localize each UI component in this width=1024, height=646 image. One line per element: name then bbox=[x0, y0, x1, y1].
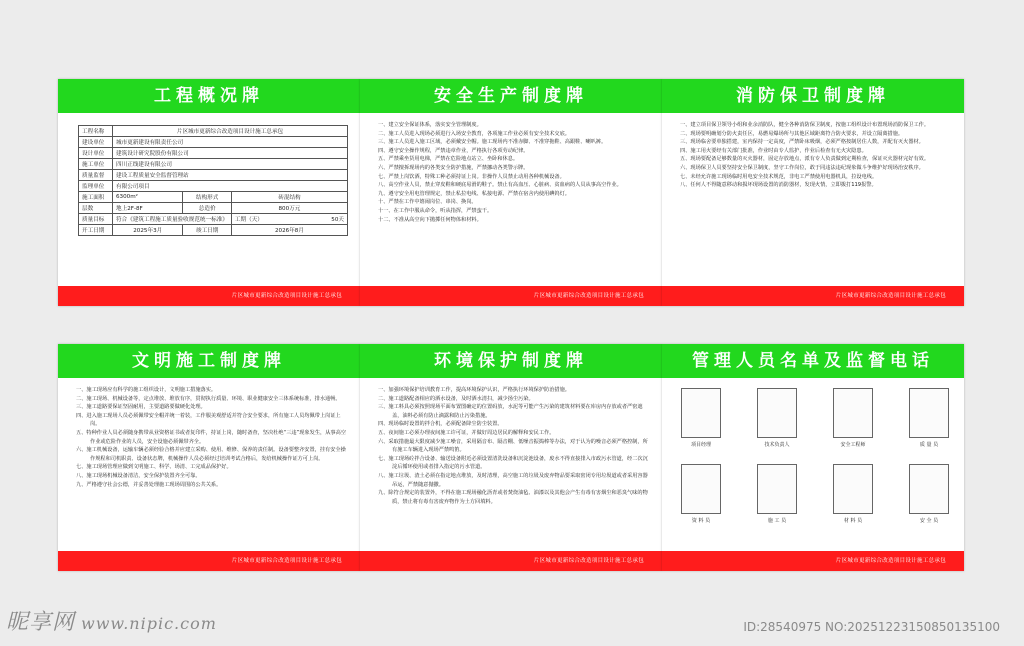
board-civil-construction bbox=[58, 344, 360, 571]
board-title: 文明施工制度牌 bbox=[58, 344, 360, 378]
rule-item: 六、现场保卫人员要坚持安全保卫制度，坚守工作岗位，敢于同违法违纪现象做斗争维护好现场治安秩序。 bbox=[680, 164, 924, 171]
rule-item: 六、采取措施最大限度减少施工噪音，采用隔音布、隔音棚、低噪音振捣棒等办法，对于认为的噪音必须严格控制，所有施工车辆进入现场严禁鸣笛。 bbox=[378, 438, 648, 454]
rule-item: 五、夜间施工必须办理夜间施工许可证，并做好周边居民的解释和安民工作。 bbox=[378, 429, 555, 436]
image-id-line: ID:28540975 NO:20251223150850135100 bbox=[743, 620, 1000, 634]
table-value: 建筑设计研究院股份有限公司 bbox=[113, 148, 348, 159]
table-row bbox=[79, 192, 348, 203]
table-label: 设计单位 bbox=[79, 148, 113, 159]
board-footer: 片区城市更新综合改造项目设计施工总承包 bbox=[662, 286, 964, 306]
staff-card bbox=[908, 464, 950, 524]
photo-placeholder bbox=[757, 464, 797, 514]
photo-placeholder bbox=[757, 388, 797, 438]
rule-item: 六、严禁擅拆现场内的各类安全防护措施，严禁挪动各类警示牌。 bbox=[378, 164, 529, 171]
table-row bbox=[79, 203, 348, 214]
board-environment-protection bbox=[360, 344, 662, 571]
table-label: 施工面积 bbox=[79, 192, 113, 203]
staff-role: 项目经理 bbox=[690, 442, 711, 448]
photo-placeholder bbox=[833, 464, 873, 514]
table-label: 工期（天） bbox=[234, 217, 263, 223]
photo-placeholder bbox=[833, 388, 873, 438]
table-row bbox=[79, 148, 348, 159]
board-footer: 片区城市更新综合改造项目设计施工总承包 bbox=[360, 551, 662, 571]
table-row bbox=[79, 137, 348, 148]
table-value: 地上2F-8F bbox=[113, 203, 183, 214]
table-value: 有限公司项目 bbox=[113, 181, 348, 192]
photo-placeholder bbox=[681, 464, 721, 514]
rule-item: 六、施工机械设备，运输车辆必须经验合格并应建立采购、使用、维修、保养的责任制。设备要整齐安置，挂有安全操作规程和司机职责、设备状态牌，机械操作人员必须经过培训考试合格后，发给机械操作证方可上岗。 bbox=[76, 447, 346, 462]
table-label: 结构形式 bbox=[183, 192, 231, 203]
table-value: 6300m² bbox=[113, 192, 183, 203]
rule-item: 四、进入施工现场人员必须佩带安全帽并统一着装，工作服美观舒适并符合安全要求，所有施工人员均佩带上岗证上岗。 bbox=[76, 412, 341, 428]
board-footer: 片区城市更新综合改造项目设计施工总承包 bbox=[58, 286, 360, 306]
rule-item: 三、现场临舍要单独搭建，室内保持一定高度，严禁卧床吸烟，必须严格按制居住人数，并配有灭火器材。 bbox=[680, 139, 924, 146]
board-title: 消防保卫制度牌 bbox=[662, 79, 964, 113]
board-body bbox=[360, 113, 662, 286]
rule-item: 四、现场临时设置的拌合机，必须配备降尘防尘装置。 bbox=[378, 421, 503, 428]
board-fire-security bbox=[662, 79, 964, 306]
rules-list bbox=[680, 121, 952, 190]
staff-role: 安全工程师 bbox=[840, 442, 866, 448]
board-footer: 片区城市更新综合改造项目设计施工总承包 bbox=[58, 551, 360, 571]
board-body bbox=[360, 378, 662, 551]
table-value: 城市更新建设有限责任公司 bbox=[113, 137, 348, 148]
rules-list bbox=[76, 386, 348, 489]
table-label: 工程名称 bbox=[79, 126, 113, 137]
rules-list bbox=[378, 121, 650, 224]
photo-placeholder bbox=[909, 388, 949, 438]
site-watermark bbox=[6, 605, 217, 636]
table-row bbox=[79, 225, 348, 236]
rule-item: 三、施工人员进入施工区域，必须戴安全帽。施工现场内不准赤脚、不准穿拖鞋、高跟鞋、喇叭裤。 bbox=[378, 139, 607, 146]
rule-item: 九、除符合规定的装置外，不得在施工现场融化沥青或者焚烧油毡、油漆以及其他会产生有毒有害烟尘和恶臭气味的物质，禁止将有毒有害废弃物作为土方回填料。 bbox=[378, 490, 648, 505]
rule-item: 五、严禁乘坐货用电梯，严禁在危险地点站立、坐卧和休息。 bbox=[378, 156, 519, 163]
staff-role: 安 全 员 bbox=[919, 518, 939, 524]
rule-item: 四、施工用火要经有关部门批准，作业时由专人监护，作业后检查有无火灾隐患。 bbox=[680, 147, 867, 154]
staff-card bbox=[680, 464, 722, 524]
rule-item: 七、未经允许施工现场临时用电安全技术规范，非电工严禁使用电器机具，拉设电线。 bbox=[680, 173, 878, 180]
staff-role: 质 量 员 bbox=[919, 442, 939, 448]
staff-card bbox=[832, 388, 874, 448]
rule-item: 七、施工现场管理应做到文明施工、科学、场清、工完成品保护好。 bbox=[76, 464, 232, 471]
staff-row-2 bbox=[662, 462, 964, 524]
rule-item: 十、严禁在工作中嬉闹岗位、串岗、换岗。 bbox=[378, 199, 477, 206]
staff-role: 施 工 员 bbox=[767, 518, 787, 524]
rule-item: 八、施工现场机械设备清洁，安全保护装置齐全可靠。 bbox=[76, 472, 201, 479]
rule-item: 二、施工人员进入现场必须进行入场安全教育，各项施工作业必须有安全技术交底。 bbox=[378, 130, 570, 137]
board-title: 安全生产制度牌 bbox=[360, 79, 662, 113]
table-value: 建设工程质量安全监督管理站 bbox=[113, 170, 348, 181]
board-body bbox=[662, 378, 964, 551]
rule-item: 五、现场要配备足够数量的灭火器材，固定存放地点，派有专人负责做到定期检查，保证灭火器材完好有效。 bbox=[680, 156, 930, 163]
table-split-cell bbox=[231, 214, 347, 225]
table-label: 质量目标 bbox=[79, 214, 113, 225]
staff-card bbox=[908, 388, 950, 448]
rule-item: 八、施工垃圾、渣土必须在指定地点堆放，及时清理，高空施工的垃圾及废弃物品要采取密闭专用垃圾道或者采用容器吊运，严禁随意抛撒。 bbox=[378, 472, 648, 488]
staff-card bbox=[832, 464, 874, 524]
staff-role: 技术负责人 bbox=[764, 442, 790, 448]
rule-item: 八、任何人不得随意移动和损坏现场设置的消防器材，发现火情，立即拨打119报警。 bbox=[680, 182, 877, 189]
table-value: 800万元 bbox=[231, 203, 347, 214]
table-label: 竣工日期 bbox=[183, 225, 231, 236]
staff-role: 资 料 员 bbox=[691, 518, 711, 524]
board-title: 管理人员名单及监督电话 bbox=[662, 344, 964, 378]
watermark-url: www.nipic.com bbox=[81, 614, 217, 633]
rule-item: 九、严格遵守社会公德，并妥善处理施工现场周围的公共关系。 bbox=[76, 481, 222, 488]
rule-item: 二、现场要明确划分防火责任区，易燃易爆场所与其他区域距离符合防火要求，并设立隔离措施。 bbox=[680, 130, 904, 137]
rule-item: 三、施工道路要保证坚固耐用，主要道路要做硬化处理。 bbox=[76, 404, 206, 411]
rule-item: 二、施工现场、机械设备等，定点堆放、堆放有序，贯彻执行质量、环境、职业健康安全三体系统标准，排水通畅。 bbox=[76, 395, 341, 402]
rule-item: 一、施工现场应有科学的施工组织设计，文明施工措施落实。 bbox=[76, 387, 217, 393]
board-body bbox=[58, 113, 360, 286]
board-body bbox=[58, 378, 360, 551]
staff-card bbox=[756, 464, 798, 524]
table-value: 砖混结构 bbox=[231, 192, 347, 203]
staff-role: 材 料 员 bbox=[843, 518, 863, 524]
board-body bbox=[662, 113, 964, 286]
table-value: 片区城市更新综合改造项目设计施工总承包 bbox=[113, 126, 348, 137]
table-label: 总造价 bbox=[183, 203, 231, 214]
staff-card bbox=[680, 388, 722, 448]
table-row bbox=[79, 126, 348, 137]
table-value: 符合《建筑工程施工质量验收规范统一标准》 bbox=[113, 214, 232, 225]
rule-item: 九、遵守安全用电管理规定，禁止私拉电线、私接电源、严禁在宿舍内使用碘钨灯。 bbox=[378, 190, 570, 197]
table-value: 四川正线建设有限公司 bbox=[113, 159, 348, 170]
photo-placeholder bbox=[909, 464, 949, 514]
rule-item: 七、施工现场砼拌合设备、输送设备附近必须设置清洗设备和沉淀池设备，废水不得直接排入市政污水管道，经二次沉淀后循环使用或者排入指定的污水管道。 bbox=[378, 455, 648, 471]
rule-item: 一、建立安全保证体系，落实安全管理制度。 bbox=[378, 122, 482, 128]
board-safety-production bbox=[360, 79, 662, 306]
table-label: 监理单位 bbox=[79, 181, 113, 192]
board-title: 环境保护制度牌 bbox=[360, 344, 662, 378]
staff-row-1 bbox=[662, 386, 964, 448]
board-staff-list bbox=[662, 344, 964, 571]
board-project-overview bbox=[58, 79, 360, 306]
rules-list bbox=[378, 386, 650, 506]
rule-item: 十一、在工作中服从命令，听从指挥，严禁蛮干。 bbox=[378, 207, 493, 214]
table-label: 开工日期 bbox=[79, 225, 113, 236]
table-label: 层数 bbox=[79, 203, 113, 214]
staff-card bbox=[756, 388, 798, 448]
rule-item: 一、加强环境保护培训教育工作，提高环境保护认识，严格执行环境保护防治措施。 bbox=[378, 387, 570, 393]
project-info-table bbox=[78, 125, 348, 236]
table-row bbox=[79, 181, 348, 192]
photo-placeholder bbox=[681, 388, 721, 438]
table-row bbox=[79, 170, 348, 181]
table-label: 建设单位 bbox=[79, 137, 113, 148]
rule-item: 八、高空作业人员，禁止穿皮鞋和硬底易滑的鞋子。禁止有高血压、心脏病、贫血病的人员从事高空作业。 bbox=[378, 182, 622, 189]
table-label: 质量监督 bbox=[79, 170, 113, 181]
table-row bbox=[79, 214, 348, 225]
rule-item: 七、严禁上岗饮酒，特殊工种必须持证上岗。非操作人员禁止动用各种机械设备。 bbox=[378, 173, 565, 180]
rule-item: 一、建立项目保卫领导小组和业余消防队，健全各种消防保卫制度，按施工组织设计布置现场消防保卫工作。 bbox=[680, 122, 930, 128]
watermark-logo: 昵享网 bbox=[6, 610, 76, 635]
board-footer: 片区城市更新综合改造项目设计施工总承包 bbox=[662, 551, 964, 571]
board-footer: 片区城市更新综合改造项目设计施工总承包 bbox=[360, 286, 662, 306]
rule-item: 四、遵守安全操作规程，严禁违章作业，严格执行各项劳动纪律。 bbox=[378, 147, 529, 154]
table-row bbox=[79, 159, 348, 170]
rule-item: 十二、不准从高空向下抛掷任何物体和材料。 bbox=[378, 216, 482, 223]
table-label: 施工单位 bbox=[79, 159, 113, 170]
rule-item: 二、施工道路配备相应的洒水设备，及时洒水清扫，减少扬尘污染。 bbox=[378, 395, 534, 402]
board-title: 工程概况牌 bbox=[58, 79, 360, 113]
table-value: 50天 bbox=[331, 217, 344, 223]
table-value: 2025年3月 bbox=[113, 225, 183, 236]
rule-item: 五、特种作业人员必须随身携带从业资格证书或者复印件，持证上岗，随时备查，坚决杜绝“三违”现象发生，从事高空作业或危险作业的人员，安全设施必须佩带齐全。 bbox=[76, 429, 346, 445]
table-value: 2026年8月 bbox=[231, 225, 347, 236]
rule-item: 三、施工料具必须按照现场平面布置图确定的位置码放，水泥等可能产生污染的建筑材料要在库房内存放或者严密遮盖，油料必须有防止滴露和防止污染措施。 bbox=[378, 404, 643, 419]
